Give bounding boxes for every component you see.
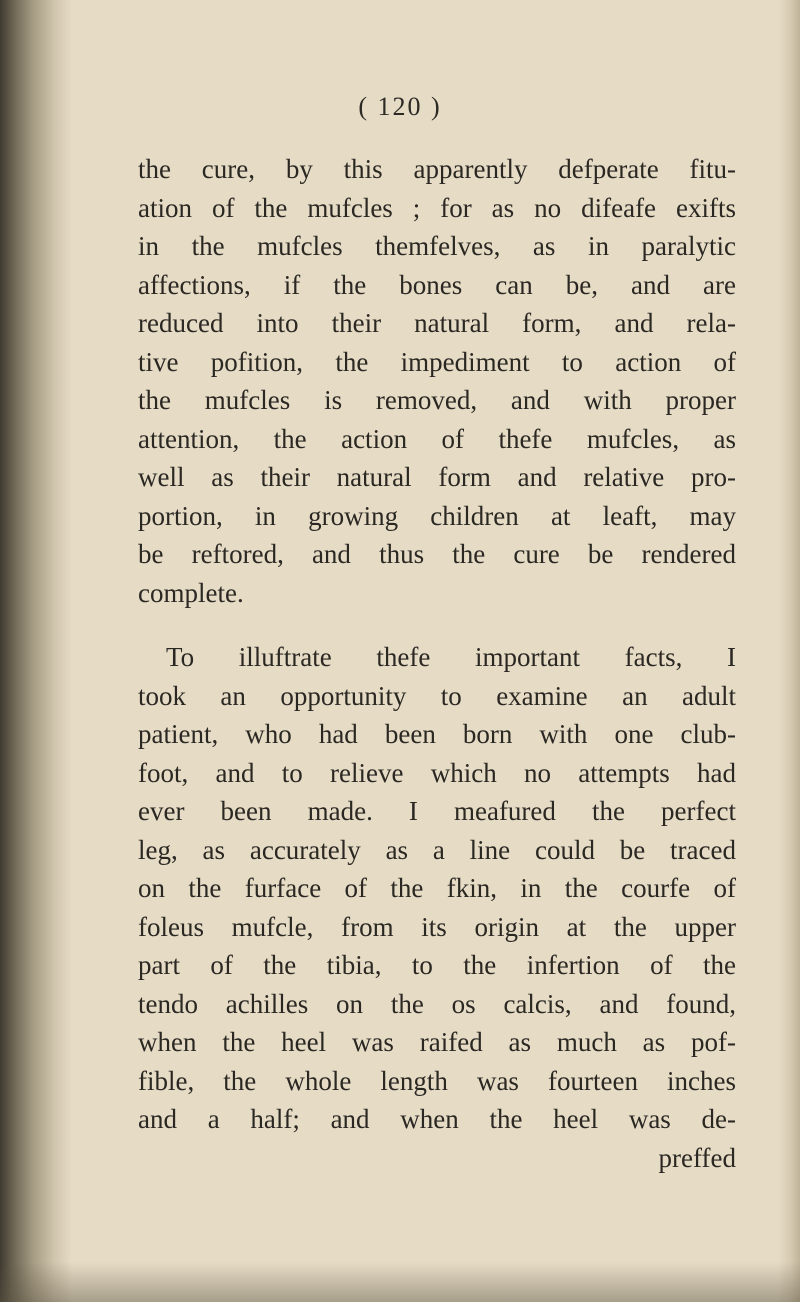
text-line: ation of the mufcles ; for as no difeafe exifts	[138, 192, 736, 223]
bottom-edge-shadow	[0, 1262, 800, 1302]
text-line: be reftored, and thus the cure be rendered	[138, 539, 736, 569]
text-line: To illuftrate thefe important facts, I	[166, 642, 736, 672]
text-line: tive pofition, the impediment to action of	[138, 346, 736, 377]
text-line: the mufcles is removed, and with proper	[138, 385, 736, 415]
text-line: well as their natural form and relative pro-	[138, 462, 736, 492]
text-line: foleus mufcle, from its origin at the upper	[138, 911, 736, 942]
catchword: preffed	[658, 1142, 736, 1173]
text-line: affections, if the bones can be, and are	[138, 269, 736, 300]
text-line: when the heel was raifed as much as pof-	[138, 1027, 736, 1057]
text-line: the cure, by this apparently defperate fitu-	[138, 154, 736, 184]
paragraph-gap	[138, 612, 736, 638]
text-line: in the mufcles themfelves, as in paralytic	[138, 231, 736, 261]
text-line: took an opportunity to examine an adult	[138, 680, 736, 711]
text-line: fible, the whole length was fourteen inches	[138, 1065, 736, 1096]
text-line: patient, who had been born with one club-	[138, 719, 736, 749]
text-line: on the furface of the fkin, in the courfe of	[138, 873, 736, 903]
text-line: tendo achilles on the os calcis, and found,	[138, 988, 736, 1019]
page-edge	[778, 0, 800, 1302]
text-line: and a half; and when the heel was de-	[138, 1104, 736, 1134]
text-line: part of the tibia, to the infertion of the	[138, 950, 736, 980]
text-line: attention, the action of thefe mufcles, as	[138, 423, 736, 454]
text-line: foot, and to relieve which no attempts had	[138, 757, 736, 788]
binding-shadow	[0, 0, 72, 1302]
text-line: reduced into their natural form, and rela-	[138, 308, 736, 338]
text-line: ever been made. I meafured the perfect	[138, 796, 736, 826]
text-line: portion, in growing children at leaft, may	[138, 500, 736, 531]
text-line: complete.	[138, 577, 244, 608]
body-text	[138, 150, 736, 1177]
text-line: leg, as accurately as a line could be traced	[138, 834, 736, 865]
page-number: ( 120 )	[358, 92, 442, 121]
